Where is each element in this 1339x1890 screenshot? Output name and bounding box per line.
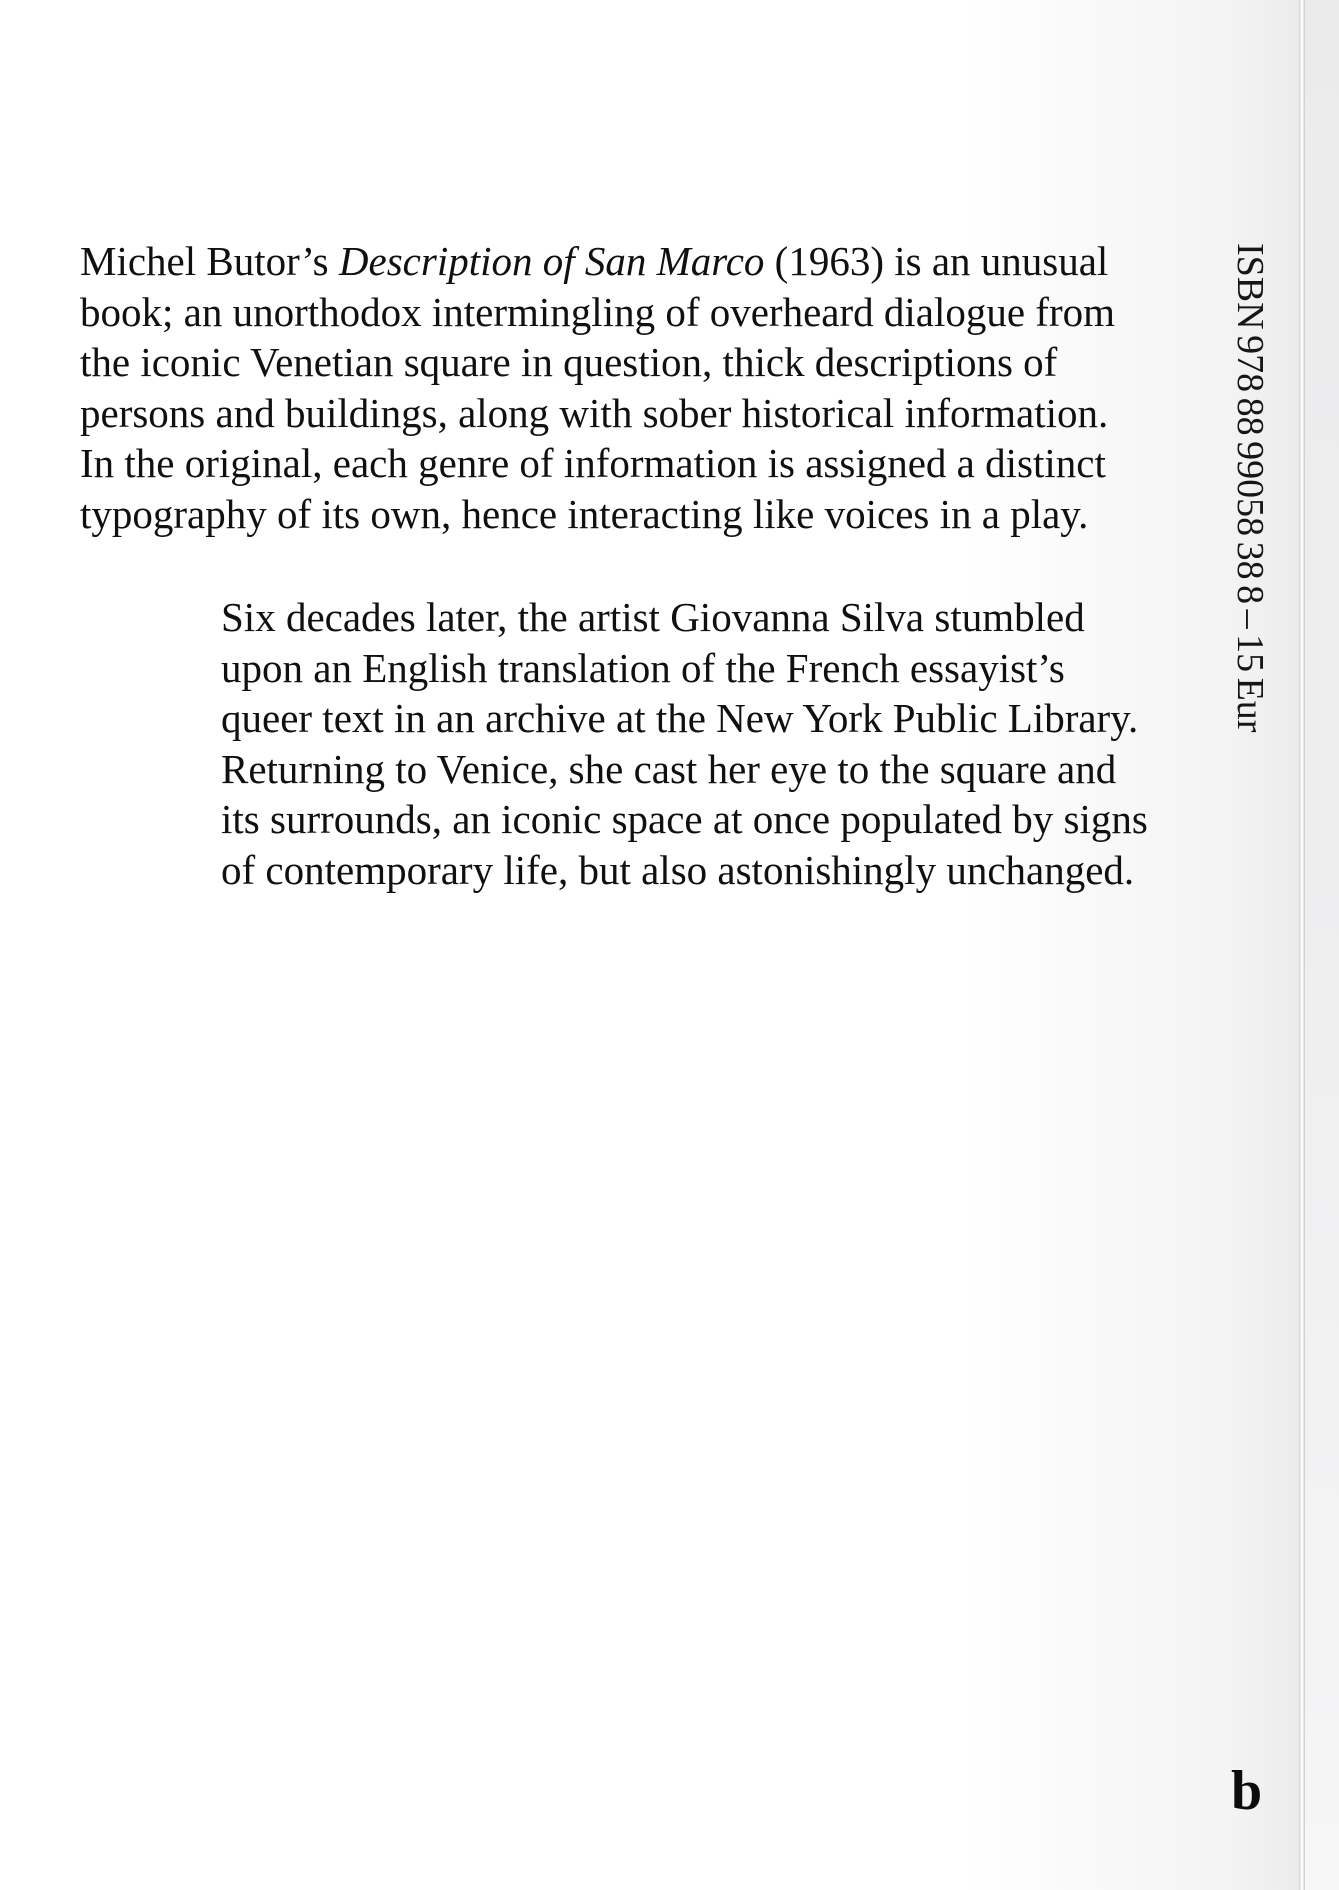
text-line: Six decades later, the artist Giovanna Silva stumbled [221, 594, 1085, 640]
page-edge-strip [1305, 0, 1339, 1890]
text-line: upon an English translation of the French essayist’s [221, 644, 1065, 691]
text-line: its surrounds, an iconic space at once populated by signs [221, 796, 1148, 842]
text-line: book; an unorthodox intermingling of overheard dialogue from [80, 288, 1116, 335]
text-line: queer text in an archive at the New York Public Library. [221, 695, 1139, 741]
isbn-price-spine: ISBN 978 88 99058 38 8 – 15 Eur [1229, 243, 1271, 733]
publisher-logo-b: b [1231, 1760, 1263, 1822]
text-line-segment: (1963) is an unusual [764, 238, 1109, 284]
text-line: Returning to Venice, she cast her eye to the square and [221, 745, 1117, 792]
text-line [80, 236, 1115, 287]
text-line: persons and buildings, along with sober historical information. [80, 389, 1109, 436]
text-line: of contemporary life, but also astonishingly unchanged. [221, 846, 1135, 893]
blurb-paragraph-1 [80, 236, 1115, 539]
text-line-segment: Michel Butor’s [80, 238, 339, 284]
text-line: In the original, each genre of information is assigned a distinct [80, 440, 1106, 486]
blurb-paragraph-2 [221, 592, 1148, 895]
text-line: the iconic Venetian square in question, thick descriptions of [80, 339, 1058, 385]
book-title-italic: Description of San Marco [338, 238, 765, 284]
text-line: typography of its own, hence interacting like voices in a play. [80, 490, 1089, 537]
